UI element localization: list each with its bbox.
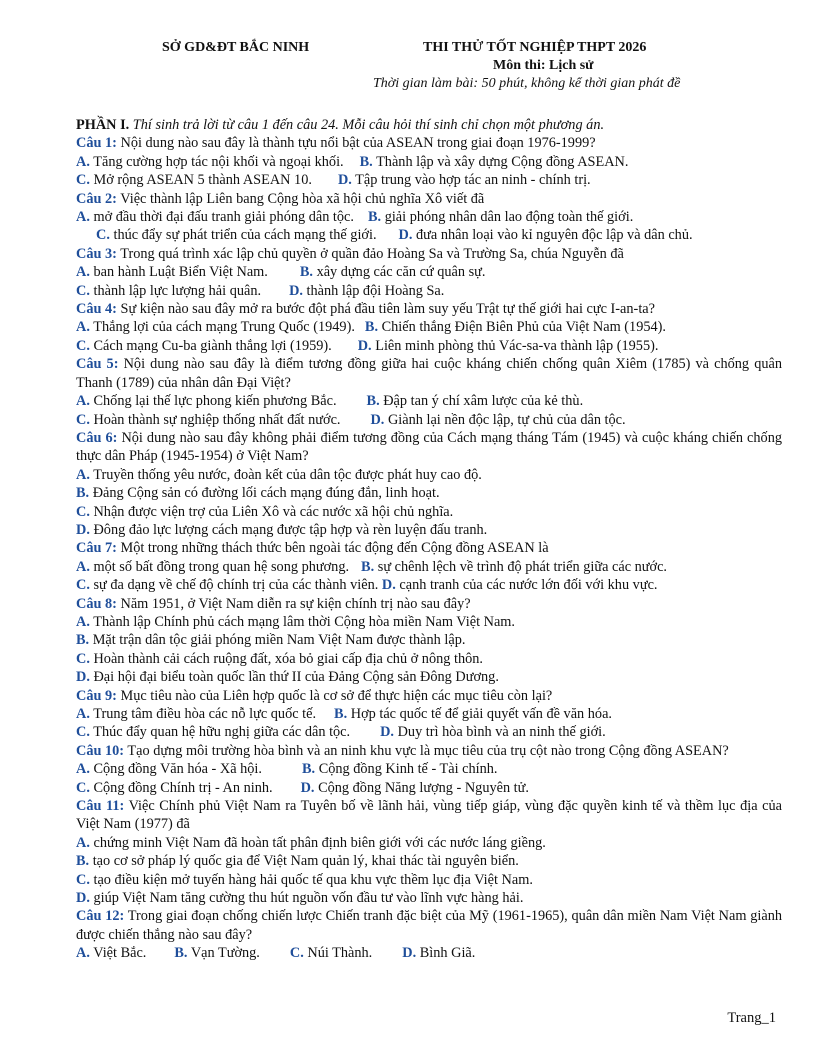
question-text: Nội dung nào sau đây không phải điểm tương đồng của Cách mạng tháng Tám (1945) và cuộc kháng chiến chống thực dân Pháp (1945-1954) ở Việt Nam? xyxy=(76,429,782,465)
exam-title: THI THỬ TỐT NGHIỆP THPT 2026 xyxy=(423,40,647,55)
option-text: xây dựng các căn cứ quân sự. xyxy=(316,264,486,281)
option-letter: C. xyxy=(76,779,90,796)
option-letter: A. xyxy=(76,945,90,962)
option-text: Mở rộng ASEAN 5 thành ASEAN 10. xyxy=(93,172,312,189)
part-heading xyxy=(76,116,782,134)
question-text: Mục tiêu nào của Liên hợp quốc là cơ sở để thực hiện các mục tiêu còn lại? xyxy=(120,687,553,704)
question-11 xyxy=(76,797,782,834)
question-text: Tạo dựng môi trường hòa bình và an ninh khu vực là mục tiêu của trụ cột nào trong Cộng đồng ASEAN? xyxy=(127,742,729,759)
question-8 xyxy=(76,595,782,613)
option-text: Thúc đẩy quan hệ hữu nghị giữa các dân tộc. xyxy=(93,724,351,741)
option-a xyxy=(76,834,782,852)
option-text: Tập trung vào hợp tác an ninh - chính trị. xyxy=(355,172,591,189)
option-letter: A. xyxy=(76,466,90,483)
question-number: Câu 5: xyxy=(76,356,119,373)
option-text: Hợp tác quốc tế để giải quyết vấn đề văn hóa. xyxy=(350,706,612,722)
options-row xyxy=(76,171,782,189)
option-letter: C. xyxy=(96,227,110,244)
option-letter: A. xyxy=(76,834,90,851)
option-text: Mặt trận dân tộc giải phóng miền Nam Việt Nam được thành lập. xyxy=(92,632,466,649)
option-letter: A. xyxy=(76,209,90,226)
option-text: Nhận được viện trợ của Liên Xô và các nước xã hội chủ nghĩa. xyxy=(93,503,454,520)
option-text: Việt Bắc. xyxy=(93,945,147,962)
option-text: Giành lại nền độc lập, tự chủ của dân tộc. xyxy=(387,411,626,428)
option-letter: C. xyxy=(76,411,90,428)
option-text: Cộng đồng Năng lượng - Nguyên tử. xyxy=(318,779,529,796)
option-text: Chiến thắng Điện Biên Phủ của Việt Nam (1954). xyxy=(381,319,666,336)
option-letter: D. xyxy=(300,779,315,796)
option-letter: B. xyxy=(76,485,90,502)
option-text: Duy trì hòa bình và an ninh thế giới. xyxy=(397,724,606,741)
option-text: Núi Thành. xyxy=(307,945,373,962)
option-text: Cách mạng Cu-ba giành thắng lợi (1959). xyxy=(93,337,332,354)
question-text: Việc thành lập Liên bang Cộng hòa xã hội chủ nghĩa Xô viết đã xyxy=(120,190,485,207)
question-7 xyxy=(76,539,782,557)
option-letter: C. xyxy=(76,577,90,594)
question-5 xyxy=(76,355,782,392)
options-row xyxy=(76,318,782,336)
options-row xyxy=(76,558,782,576)
option-letter: A. xyxy=(76,393,90,410)
option-text: ban hành Luật Biển Việt Nam. xyxy=(93,264,268,281)
option-letter: B. xyxy=(364,319,379,336)
options-row xyxy=(76,723,782,741)
options-row xyxy=(76,576,782,594)
options-row xyxy=(76,208,782,226)
question-number: Câu 11: xyxy=(76,798,125,815)
option-text: Cộng đồng Chính trị - An ninh. xyxy=(93,779,273,796)
options-row xyxy=(76,392,782,410)
part-instruction: Thí sinh trả lời từ câu 1 đến câu 24. Mỗi câu hỏi thí sinh chỉ chọn một phương án. xyxy=(132,117,605,133)
option-letter: D. xyxy=(380,724,395,741)
option-text: cạnh tranh của các nước lớn đối với khu vực. xyxy=(399,577,658,594)
question-number: Câu 3: xyxy=(76,245,117,262)
option-letter: C. xyxy=(76,871,90,888)
option-text: giải phóng nhân dân lao động toàn thế giới. xyxy=(384,209,634,226)
question-text: Sự kiện nào sau đây mở ra bước đột phá đầu tiên làm suy yếu Trật tự thế giới hai cực I-an-ta? xyxy=(120,301,655,318)
option-letter: C. xyxy=(289,945,304,962)
option-d xyxy=(76,889,782,907)
option-text: Hoàn thành sự nghiệp thống nhất đất nước. xyxy=(93,411,341,428)
option-letter: A. xyxy=(76,558,90,575)
subject-line: Môn thi: Lịch sử xyxy=(493,58,594,73)
option-letter: C. xyxy=(76,337,90,354)
option-letter: D. xyxy=(289,282,303,299)
option-text: thành lập lực lượng hải quân. xyxy=(93,282,262,299)
option-text: Bình Giã. xyxy=(419,945,476,962)
question-number: Câu 1: xyxy=(76,135,117,152)
option-letter: C. xyxy=(76,503,90,520)
question-number: Câu 7: xyxy=(76,540,117,557)
option-letter: D. xyxy=(370,411,385,428)
option-text: chứng minh Việt Nam đã hoàn tất phân định biên giới với các nước láng giềng. xyxy=(93,834,546,851)
option-text: giúp Việt Nam tăng cường thu hút nguồn vốn đầu tư vào lĩnh vực hàng hải. xyxy=(93,890,524,907)
option-letter: D. xyxy=(76,521,90,538)
option-text: Liên minh phòng thủ Vác-sa-va thành lập (1955). xyxy=(375,337,659,354)
option-text: thúc đẩy sự phát triển của cách mạng thế giới. xyxy=(113,227,377,244)
option-c xyxy=(76,650,782,668)
option-letter: A. xyxy=(76,613,90,630)
options-row xyxy=(76,411,782,429)
option-c xyxy=(76,503,782,521)
option-letter: B. xyxy=(76,632,90,649)
option-letter: A. xyxy=(76,706,90,722)
question-text: Việc Chính phủ Việt Nam ra Tuyên bố về lãnh hải, vùng tiếp giáp, vùng đặc quyền kinh tế và thềm lục địa của Việt Nam (1977) đã xyxy=(76,798,782,833)
option-text: sự đa dạng về chế độ chính trị của các thành viên. xyxy=(93,577,379,594)
option-letter: B. xyxy=(299,264,313,281)
options-row xyxy=(76,226,782,244)
option-letter: B. xyxy=(366,393,380,410)
option-letter: D. xyxy=(337,172,352,189)
option-text: Cộng đồng Văn hóa - Xã hội. xyxy=(93,761,262,778)
option-letter: B. xyxy=(367,209,382,226)
option-text: sự chênh lệch về trình độ phát triển giữa các nước. xyxy=(377,558,667,575)
question-number: Câu 12: xyxy=(76,908,125,925)
option-text: tạo cơ sở pháp lý quốc gia để Việt Nam quản lý, khai thác tài nguyên biển. xyxy=(92,853,519,870)
option-b xyxy=(76,484,782,502)
option-letter: C. xyxy=(76,724,90,741)
option-d xyxy=(76,521,782,539)
question-3 xyxy=(76,245,782,263)
option-letter: D. xyxy=(357,337,372,354)
option-a xyxy=(76,466,782,484)
option-text: Hoàn thành cải cách ruộng đất, xóa bỏ giai cấp địa chủ ở nông thôn. xyxy=(93,650,483,667)
option-letter: B. xyxy=(301,761,316,778)
question-number: Câu 2: xyxy=(76,190,117,207)
option-letter: B. xyxy=(174,945,188,962)
option-text: một số bất đồng trong quan hệ song phương. xyxy=(93,558,350,575)
question-number: Câu 4: xyxy=(76,301,117,318)
options-row xyxy=(76,337,782,355)
option-letter: C. xyxy=(76,172,90,189)
option-text: mở đầu thời đại đấu tranh giải phóng dân tộc. xyxy=(93,209,354,226)
option-text: Đảng Cộng sản có đường lối cách mạng đúng đắn, linh hoạt. xyxy=(92,485,440,502)
option-letter: D. xyxy=(381,577,396,594)
question-number: Câu 6: xyxy=(76,429,118,446)
page-number: Trang_1 xyxy=(727,1010,776,1026)
option-text: Vạn Tường. xyxy=(190,945,260,962)
option-b xyxy=(76,852,782,870)
option-c xyxy=(76,871,782,889)
question-number: Câu 9: xyxy=(76,687,117,704)
option-letter: A. xyxy=(76,319,90,336)
option-text: tạo điều kiện mở tuyến hàng hải quốc tế qua khu vực thềm lục địa Việt Nam. xyxy=(93,871,533,888)
question-12 xyxy=(76,907,782,944)
option-letter: D. xyxy=(76,890,90,907)
options-row xyxy=(76,760,782,778)
option-letter: B. xyxy=(359,153,373,170)
option-text: Trung tâm điều hòa các nỗ lực quốc tế. xyxy=(93,706,317,722)
option-text: Đông đảo lực lượng cách mạng được tập hợp và rèn luyện đấu tranh. xyxy=(93,521,488,538)
option-a xyxy=(76,613,782,631)
option-text: đưa nhân loại vào kỉ nguyên độc lập và dân chủ. xyxy=(416,227,693,244)
question-4 xyxy=(76,300,782,318)
option-text: thành lập đội Hoàng Sa. xyxy=(306,282,445,299)
options-row xyxy=(76,153,782,171)
question-text: Năm 1951, ở Việt Nam diễn ra sự kiện chính trị nào sau đây? xyxy=(120,595,471,612)
option-text: Đại hội đại biểu toàn quốc lần thứ II của Đảng Cộng sản Đông Dương. xyxy=(93,669,499,686)
time-line: Thời gian làm bài: 50 phút, không kể thời gian phát đề xyxy=(373,76,681,91)
question-text: Trong quá trình xác lập chủ quyền ở quần đảo Hoàng Sa và Trường Sa, chúa Nguyễn đã xyxy=(120,245,624,262)
option-text: Truyền thống yêu nước, đoàn kết của dân tộc được phát huy cao độ. xyxy=(93,466,482,483)
question-1 xyxy=(76,134,782,152)
option-text: Tăng cường hợp tác nội khối và ngoại khối. xyxy=(93,153,344,170)
question-6 xyxy=(76,429,782,466)
option-text: Đập tan ý chí xâm lược của kẻ thù. xyxy=(383,393,584,410)
option-letter: B. xyxy=(76,853,90,870)
option-b xyxy=(76,631,782,649)
question-text: Nội dung nào sau đây là điểm tương đồng giữa hai cuộc kháng chiến chống quân Xiêm (1785) và chống quân Thanh (1789) của nhân dân Đại Việt? xyxy=(76,356,782,391)
option-letter: A. xyxy=(76,264,90,281)
option-letter: B. xyxy=(334,706,348,722)
option-letter: D. xyxy=(398,227,413,244)
question-text: Nội dung nào sau đây là thành tựu nổi bật của ASEAN trong giai đoạn 1976-1999? xyxy=(120,135,596,152)
question-text: Một trong những thách thức bên ngoài tác động đến Cộng đồng ASEAN là xyxy=(120,540,549,557)
question-2 xyxy=(76,190,782,208)
option-text: Thành lập và xây dựng Cộng đồng ASEAN. xyxy=(376,153,629,170)
option-letter: B. xyxy=(361,558,375,575)
option-letter: C. xyxy=(76,282,90,299)
question-list xyxy=(76,116,782,963)
option-d xyxy=(76,668,782,686)
options-row xyxy=(76,263,782,281)
question-10 xyxy=(76,742,782,760)
question-number: Câu 8: xyxy=(76,595,117,612)
option-letter: D. xyxy=(402,945,417,962)
options-row xyxy=(76,944,782,962)
options-row xyxy=(76,779,782,797)
option-letter: A. xyxy=(76,153,90,170)
option-text: Chống lại thế lực phong kiến phương Bắc. xyxy=(93,393,337,410)
option-letter: A. xyxy=(76,761,90,778)
option-text: Thắng lợi của cách mạng Trung Quốc (1949). xyxy=(93,319,355,336)
department-name: SỞ GD&ĐT BẮC NINH xyxy=(162,40,310,55)
question-9 xyxy=(76,687,782,705)
options-row xyxy=(76,282,782,300)
part-label: PHẦN I. xyxy=(76,117,130,133)
option-text: Cộng đồng Kinh tế - Tài chính. xyxy=(318,761,498,778)
option-letter: C. xyxy=(76,650,90,667)
option-text: Thành lập Chính phủ cách mạng lâm thời Cộng hòa miền Nam Việt Nam. xyxy=(93,613,515,630)
question-text: Trong giai đoạn chống chiến lược Chiến tranh đặc biệt của Mỹ (1961-1965), quân dân miền Nam Việt Nam giành được chiến thắng nào sau đây? xyxy=(76,908,782,943)
options-row xyxy=(76,705,782,723)
option-letter: D. xyxy=(76,669,90,686)
question-number: Câu 10: xyxy=(76,742,125,759)
